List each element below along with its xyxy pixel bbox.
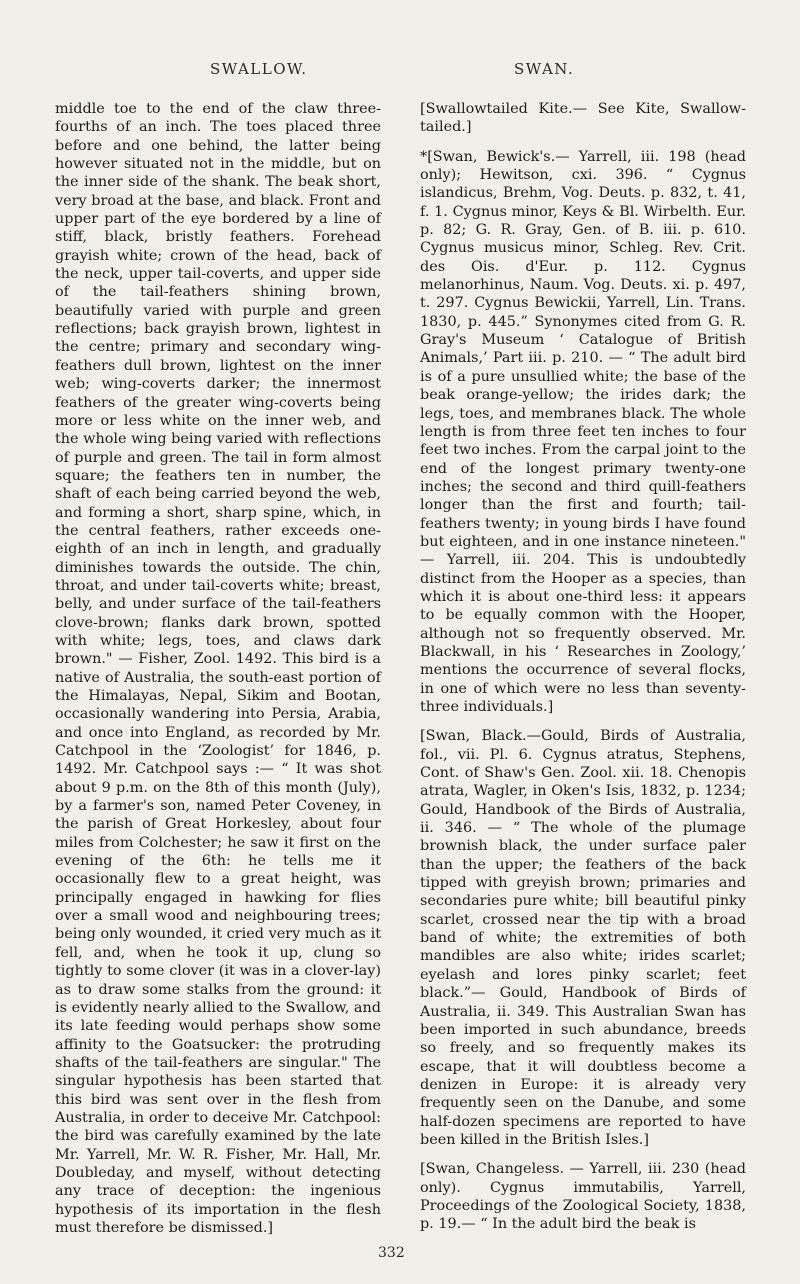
paragraph-swan-black: [Swan, Black.—Gould, Birds of Australia, fol., vii. Pl. 6. Cygnus atratus, Stephens, Cont. of Shaw's Gen. Zool. xii. 18. Chenopis atrata, Wagler, in Oken's Isis, 1832, p. 1234; Gould, Handbook of the Birds of Australia, ii. 346. — “ The whole of the plumage brownish black, the under surface paler than the upper; the feathers of the back tipped with greyish brown; primaries and secondaries pure white; bill beautiful pinky scarlet, crossed near the tip with a broad band of white; the extremities of both mandibles are also white; irides scarlet; eyelash and lores pinky scarlet; feet black.”— Gould, Handbook of Birds of Australia, ii. 349. This Australian Swan has been imported in such abundance, breeds so freely, and so frequently makes its escape, that it will doubtless become a denizen in Europe: it is already very frequently seen on the Danube, and some half-dozen specimens are reported to have been killed in the British Isles.] — [420, 728, 746, 1148]
paragraph-swallowtailed-kite: [Swallowtailed Kite.— See Kite, Swallow-tailed.] — [420, 101, 746, 136]
paragraph-swan-bewicks: *[Swan, Bewick's.— Yarrell, iii. 198 (head only); Hewitson, cxi. 396. “ Cygnus islandicus, Brehm, Vog. Deuts. p. 832, t. 41, f. 1. Cygnus minor, Keys & Bl. Wirbelth. Eur. p. 82; G. R. Gray, Gen. of B. iii. p. 610. Cygnus musicus minor, Schleg. Rev. Crit. des Ois. d'Eur. p. 112. Cygnus melanorhinus, Naum. Vog. Deuts. xi. p. 497, t. 297. Cygnus Bewickii, Yarrell, Lin. Trans. 1830, p. 445.” Synonymes cited from G. R. Gray's Museum ‘ Catalogue of British Animals,’ Part iii. p. 210. — “ The adult bird is of a pure unsullied white; the base of the beak orange-yellow; the irides dark; the legs, toes, and membranes black. The whole length is from three feet ten inches to four feet two inches. From the carpal joint to the end of the longest primary twenty-one inches; the second and third quill-feathers longer than the first and fourth; tail-feathers twenty; in young birds I have found but eighteen, and in one instance nineteen." — Yarrell, iii. 204. This is undoubtedly distinct from the Hooper as a species, than which it is about one-third less: it appears to be equally common with the Hooper, although not so frequently observed. Mr. Blackwall, in his ‘ Researches in Zoology,’ mentions the occurrence of several flocks, in one of which were no less than seventy-three individuals.] — [420, 148, 746, 715]
right-column — [420, 100, 746, 1234]
running-head-left: SWALLOW. — [210, 60, 308, 78]
page-number: 332 — [378, 1245, 405, 1261]
paragraph-swan-changeless: [Swan, Changeless. — Yarrell, iii. 230 (head only). Cygnus immutabilis, Yarrell, Proceedings of the Zoological Society, 1838, p. 19.— “ In the adult bird the beak is — [420, 1161, 746, 1233]
paragraph-swallow-description: middle toe to the end of the claw three-fourths of an inch. The toes placed three before and one behind, the latter being however situated not in the middle, but on the inner side of the shank. The beak short, very broad at the base, and black. Front and upper part of the eye bordered by a line of stiff, black, bristly feathers. Forehead grayish white; crown of the head, back of the neck, upper tail-coverts, and upper side of the tail-feathers shining brown, beautifully varied with purple and green reflections; back grayish brown, lightest in the centre; primary and secondary wing-feathers dull brown, lightest on the inner web; wing-coverts darker; the innermost feathers of the greater wing-coverts being more or less white on the inner web, and the whole wing being varied with reflections of purple and green. The tail in form almost square; the feathers ten in number, the shaft of each being carried beyond the web, and forming a short, sharp spine, which, in the central feathers, rather exceeds one-eighth of an inch in length, and gradually diminishes towards the outside. The chin, throat, and under tail-coverts white; breast, belly, and under surface of the tail-feathers clove-brown; flanks dark brown, spotted with white; legs, toes, and claws dark brown." — Fisher, Zool. 1492. This bird is a native of Australia, the south-east portion of the Himalayas, Nepal, Sikim and Bootan, occasionally wandering into Persia, Arabia, and once into England, as recorded by Mr. Catchpool in the ‘Zoologist’ for 1846, p. 1492. Mr. Catchpool says :— “ It was shot about 9 p.m. on the 8th of this month (July), by a farmer's son, named Peter Coveney, in the parish of Great Horkesley, about four miles from Colchester; he saw it first on the evening of the 6th: he tells me it occasionally flew to a great height, was principally engaged in hawking for flies over a small wood and neighbouring trees; being only wounded, it cried very much as it fell, and, when he took it up, clung so tightly to some clover (it was in a clover-lay) as to draw some stalks from the ground: it is evidently nearly allied to the Swallow, and its late feeding would perhaps show some affinity to the Goatsucker: the protruding shafts of the tail-feathers are singular." The singular hypothesis has been started that this bird was sent over in the flesh from Australia, in order to deceive Mr. Catchpool: the bird was carefully examined by the late Mr. Yarrell, Mr. W. R. Fisher, Mr. Hall, Mr. Doubleday, and myself, without detecting any trace of deception: the ingenious hypothesis of its importation in the flesh must therefore be dismissed.] — [55, 101, 381, 1236]
running-head-right: SWAN. — [514, 60, 575, 78]
left-column — [55, 100, 381, 1237]
